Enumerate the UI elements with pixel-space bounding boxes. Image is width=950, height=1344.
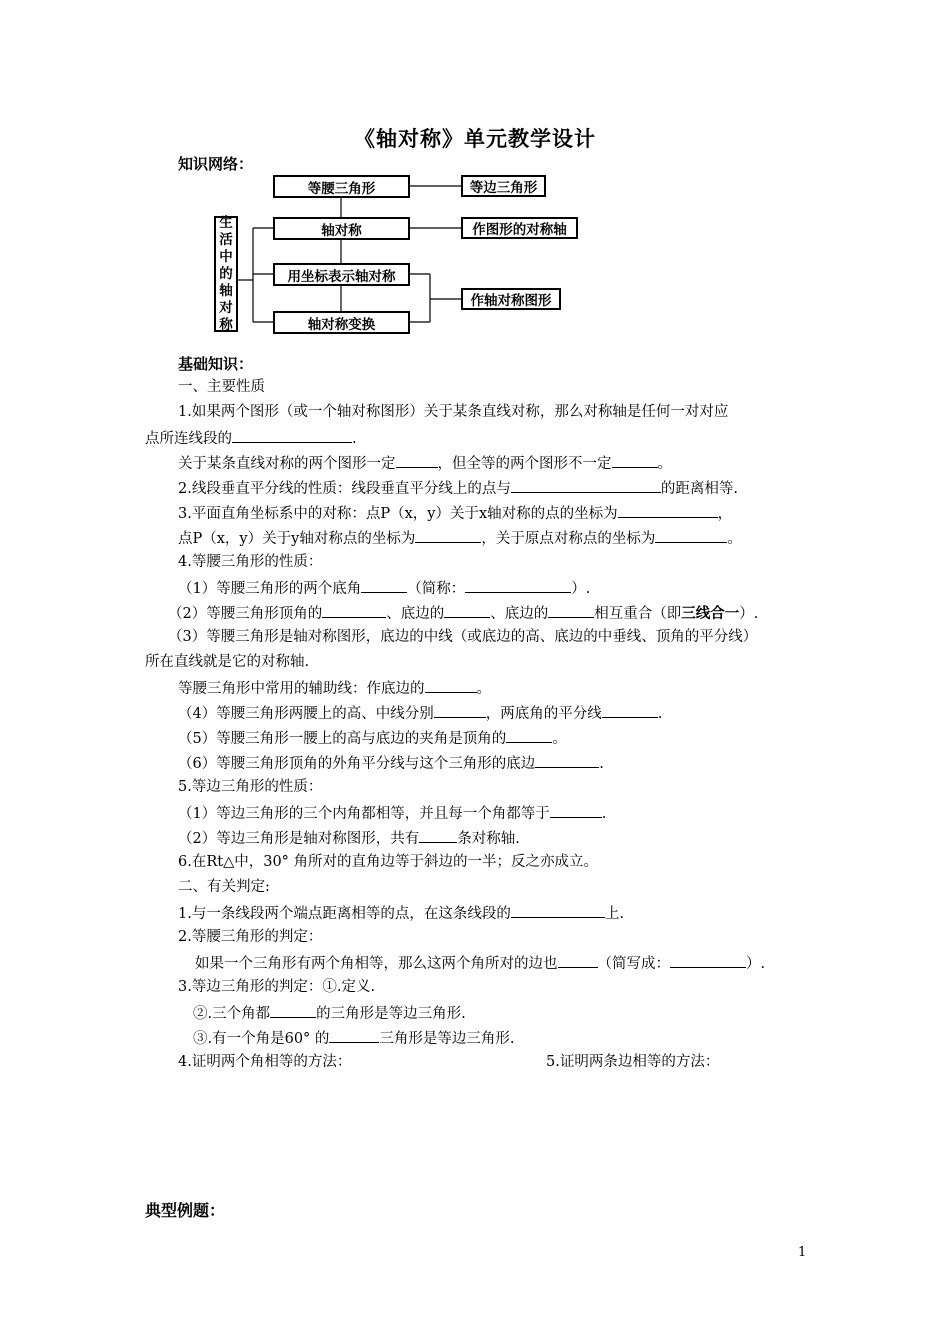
answer-blank <box>322 601 386 618</box>
page-title: 《轴对称》单元教学设计 <box>354 126 596 151</box>
answer-blank <box>329 1026 379 1043</box>
answer-blank <box>419 826 457 843</box>
answer-blank <box>434 701 486 718</box>
diagram-leaf-equilateral: 等边三角形 <box>461 175 546 197</box>
text-line: 1.与一条线段两个端点距离相等的点，在这条线段的 上. <box>178 901 624 925</box>
diagram-node-axial-symmetry: 轴对称 <box>273 217 410 240</box>
text-line: ③.有一个角是60° 的 三角形是等边三角形. <box>193 1026 515 1050</box>
text-line: （5）等腰三角形一腰上的高与底边的夹角是顶角的 。 <box>178 726 567 750</box>
text-line: （2）等腰三角形顶角的 、底边的 、底边的 相互重合（即三线合一）. <box>168 601 758 625</box>
text-line: 4.等腰三角形的性质： <box>178 554 323 570</box>
answer-blank <box>550 801 602 818</box>
answer-blank <box>465 576 571 593</box>
text-line: 2.等腰三角形的判定： <box>178 929 323 945</box>
answer-blank <box>655 526 727 543</box>
typical-examples-label: 典型例题： <box>145 1201 226 1220</box>
answer-blank <box>506 726 552 743</box>
text-line: （6）等腰三角形顶角的外角平分线与这个三角形的底边 . <box>178 751 604 775</box>
diagram-leaf-draw-symmetric: 作轴对称图形 <box>461 288 561 310</box>
root-char: 轴 <box>219 282 233 299</box>
answer-blank <box>618 501 718 518</box>
diagram-leaf-draw-axis: 作图形的对称轴 <box>461 217 578 239</box>
knowledge-network-label: 知识网络： <box>178 155 254 173</box>
text-line: 关于某条直线对称的两个图形一定 ，但全等的两个图形不一定 。 <box>178 451 672 475</box>
root-char: 的 <box>219 265 233 282</box>
answer-blank <box>361 576 407 593</box>
answer-blank <box>558 951 598 968</box>
root-char: 对 <box>219 299 233 316</box>
answer-blank <box>415 526 481 543</box>
text-line: （1）等腰三角形的两个底角 （简称： ）. <box>178 576 590 600</box>
text-line: 3.等边三角形的判定：①.定义. <box>178 979 376 995</box>
text-line: （4）等腰三角形两腰上的高、中线分别 ，两底角的平分线 . <box>178 701 662 725</box>
text-line: 3.平面直角坐标系中的对称：点P（x，y）关于x轴对称的点的坐标为 ， <box>178 501 732 525</box>
text-line: 点所连线段的 . <box>145 426 357 450</box>
basics-label: 基础知识： <box>178 355 254 373</box>
root-char: 活 <box>219 231 233 248</box>
root-char: 生 <box>219 214 233 231</box>
answer-blank <box>511 901 605 918</box>
answer-blank <box>232 426 352 443</box>
text-line: ②.三个角都 的三角形是等边三角形. <box>193 1001 466 1025</box>
text-line: （1）等边三角形的三个内角都相等，并且每一个角都等于 . <box>178 801 606 825</box>
answer-blank <box>396 451 438 468</box>
text-line: 6.在Rt△中，30° 角所对的直角边等于斜边的一半；反之亦成立。 <box>178 854 599 870</box>
root-char: 中 <box>219 248 233 265</box>
answer-blank <box>425 676 477 693</box>
page-number: 1 <box>798 1245 807 1260</box>
text-line: 5.等边三角形的性质： <box>178 779 323 795</box>
answer-blank <box>612 451 658 468</box>
diagram-node-isosceles: 等腰三角形 <box>273 175 410 198</box>
answer-blank <box>548 601 594 618</box>
text-line: 1.如果两个图形（或一个轴对称图形）关于某条直线对称，那么对称轴是任何一对对应 <box>178 404 729 420</box>
answer-blank <box>535 751 599 768</box>
answer-blank <box>444 601 490 618</box>
text-line: 所在直线就是它的对称轴. <box>145 654 310 670</box>
text-line: （3）等腰三角形是轴对称图形，底边的中线（或底边的高、底边的中垂线、顶角的平分线） <box>168 629 758 645</box>
answer-blank <box>602 701 658 718</box>
three-lines-in-one: 三线合一 <box>681 605 740 622</box>
diagram-root-box <box>214 216 238 332</box>
section-main-properties: 一、主要性质 <box>178 379 265 395</box>
answer-blank <box>511 476 661 493</box>
text-line: 2.线段垂直平分线的性质：线段垂直平分线上的点与 的距离相等. <box>178 476 738 500</box>
text-line: 等腰三角形中常用的辅助线：作底边的 。 <box>178 676 491 700</box>
root-char: 称 <box>219 316 233 333</box>
diagram-node-coordinates: 用坐标表示轴对称 <box>273 263 410 286</box>
section-criteria: 二、有关判定: <box>178 879 270 895</box>
angle-proof-methods-label: 4.证明两个角相等的方法： <box>178 1054 352 1070</box>
text-line: 点P（x，y）关于y轴对称点的坐标为 ，关于原点对称点的坐标为 。 <box>178 526 742 550</box>
side-proof-methods-label: 5.证明两条边相等的方法： <box>546 1054 720 1070</box>
answer-blank <box>270 1001 316 1018</box>
diagram-node-transformation: 轴对称变换 <box>273 311 410 334</box>
text-line: （2）等边三角形是轴对称图形，共有 条对称轴. <box>178 826 520 850</box>
text-line: 如果一个三角形有两个角相等，那么这两个角所对的边也 （简写成： ）. <box>195 951 765 975</box>
answer-blank <box>670 951 746 968</box>
